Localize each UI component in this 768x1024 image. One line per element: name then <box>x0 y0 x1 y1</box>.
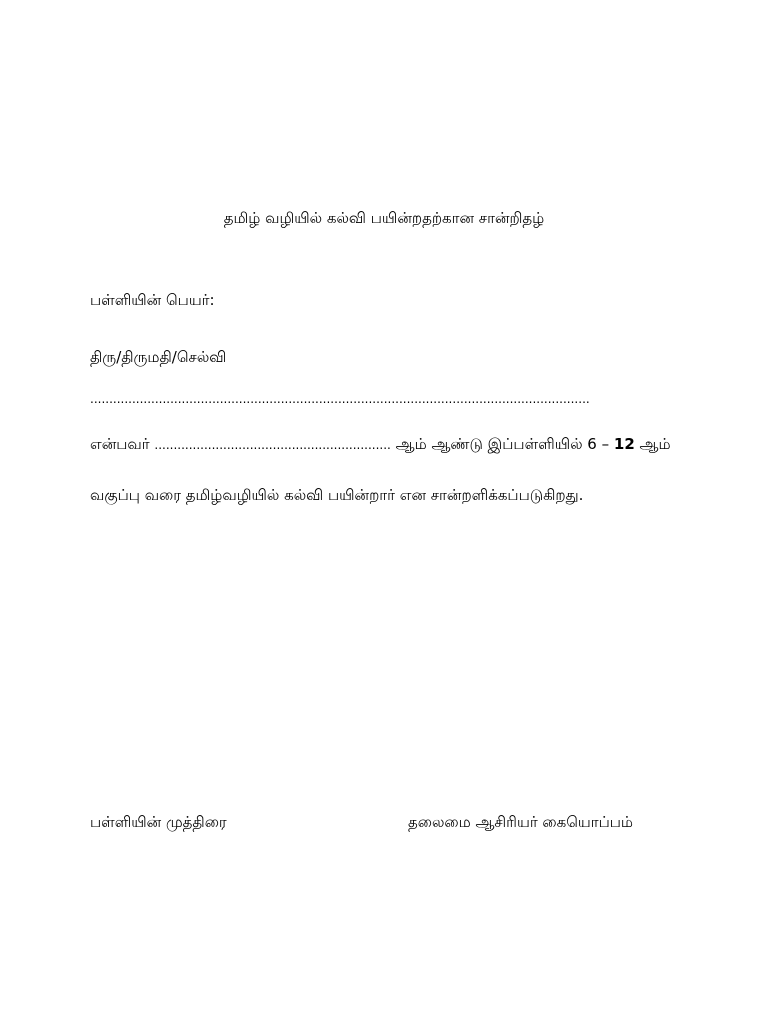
school-name-label: பள்ளியின் பெயர்: <box>90 291 215 309</box>
grade-end: 12 <box>613 435 635 453</box>
certificate-title: தமிழ் வழியில் கல்வி பயின்றதற்கான சான்றிதழ் <box>223 209 545 227</box>
headmaster-signature-label: தலைமை ஆசிரியர் கையொப்பம் <box>408 813 633 831</box>
statement-prefix: என்பவர் <box>90 435 155 453</box>
name-blank-line: ................................................................................................................................... <box>90 392 590 406</box>
statement-line-1 <box>90 434 671 455</box>
year-blank-line: .............................................................. <box>154 438 391 452</box>
statement-line-2: வகுப்பு வரை தமிழ்வழியில் கல்வி பயின்றார் என சான்றளிக்கப்படுகிறது. <box>90 486 584 504</box>
honorific-label: திரு/திருமதி/செல்வி <box>90 348 227 366</box>
statement-suffix: ஆம் <box>634 435 671 453</box>
school-seal-label: பள்ளியின் முத்திரை <box>90 813 227 831</box>
statement-middle: ஆம் ஆண்டு இப்பள்ளியில் 6 – <box>390 435 614 453</box>
